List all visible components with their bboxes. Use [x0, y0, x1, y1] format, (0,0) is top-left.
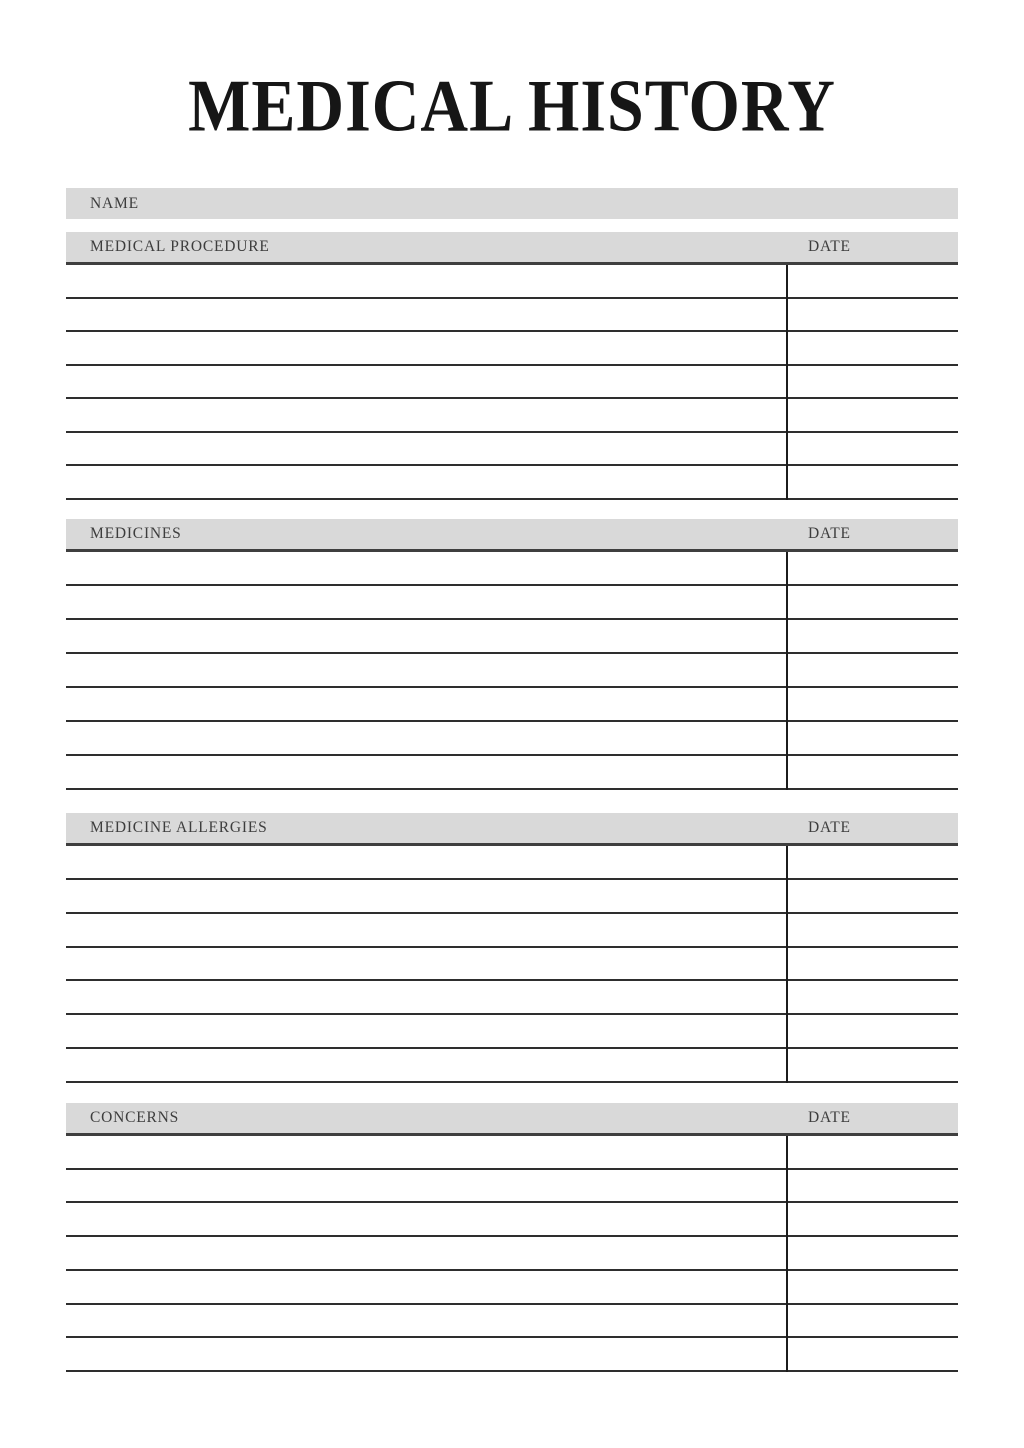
- section-header-bar: [66, 1103, 958, 1136]
- date-column-divider: [786, 1136, 788, 1372]
- date-column-label: DATE: [808, 1109, 851, 1126]
- section-medical-procedure: [66, 232, 958, 500]
- entry-row: [66, 265, 958, 299]
- section-header-bar: [66, 232, 958, 265]
- entry-row: [66, 688, 958, 722]
- entry-row: [66, 1338, 958, 1372]
- section-rows: [66, 846, 958, 1083]
- section-rows: [66, 552, 958, 790]
- entry-row: [66, 620, 958, 654]
- section-label: MEDICINES: [90, 525, 182, 542]
- entry-row: [66, 1015, 958, 1049]
- entry-row: [66, 1305, 958, 1339]
- section-label: MEDICAL PROCEDURE: [90, 238, 270, 255]
- section-medicine-allergies: [66, 813, 958, 1083]
- entry-row: [66, 756, 958, 790]
- section-header-bar: [66, 813, 958, 846]
- section-medicines: [66, 519, 958, 790]
- page-title: MEDICAL HISTORY: [188, 65, 836, 148]
- entry-row: [66, 366, 958, 400]
- entry-row: [66, 332, 958, 366]
- date-column-divider: [786, 265, 788, 500]
- entry-row: [66, 466, 958, 500]
- date-column-divider: [786, 552, 788, 790]
- entry-row: [66, 1136, 958, 1170]
- date-column-label: DATE: [808, 238, 851, 255]
- entry-row: [66, 1049, 958, 1083]
- entry-row: [66, 722, 958, 756]
- date-column-label: DATE: [808, 525, 851, 542]
- section-rows: [66, 265, 958, 500]
- entry-row: [66, 880, 958, 914]
- entry-row: [66, 433, 958, 467]
- entry-row: [66, 1237, 958, 1271]
- entry-row: [66, 914, 958, 948]
- entry-row: [66, 299, 958, 333]
- section-rows: [66, 1136, 958, 1372]
- entry-row: [66, 1203, 958, 1237]
- entry-row: [66, 552, 958, 586]
- section-label: CONCERNS: [90, 1109, 180, 1126]
- date-column-divider: [786, 846, 788, 1083]
- entry-row: [66, 586, 958, 620]
- section-label: MEDICINE ALLERGIES: [90, 819, 268, 836]
- page-content: [66, 0, 958, 1448]
- entry-row: [66, 846, 958, 880]
- entry-row: [66, 1170, 958, 1204]
- entry-row: [66, 981, 958, 1015]
- date-column-label: DATE: [808, 819, 851, 836]
- name-label: NAME: [90, 194, 139, 212]
- entry-row: [66, 1271, 958, 1305]
- entry-row: [66, 654, 958, 688]
- entry-row: [66, 399, 958, 433]
- entry-row: [66, 948, 958, 982]
- section-concerns: [66, 1103, 958, 1372]
- section-header-bar: [66, 519, 958, 552]
- name-field-bar: [66, 188, 958, 219]
